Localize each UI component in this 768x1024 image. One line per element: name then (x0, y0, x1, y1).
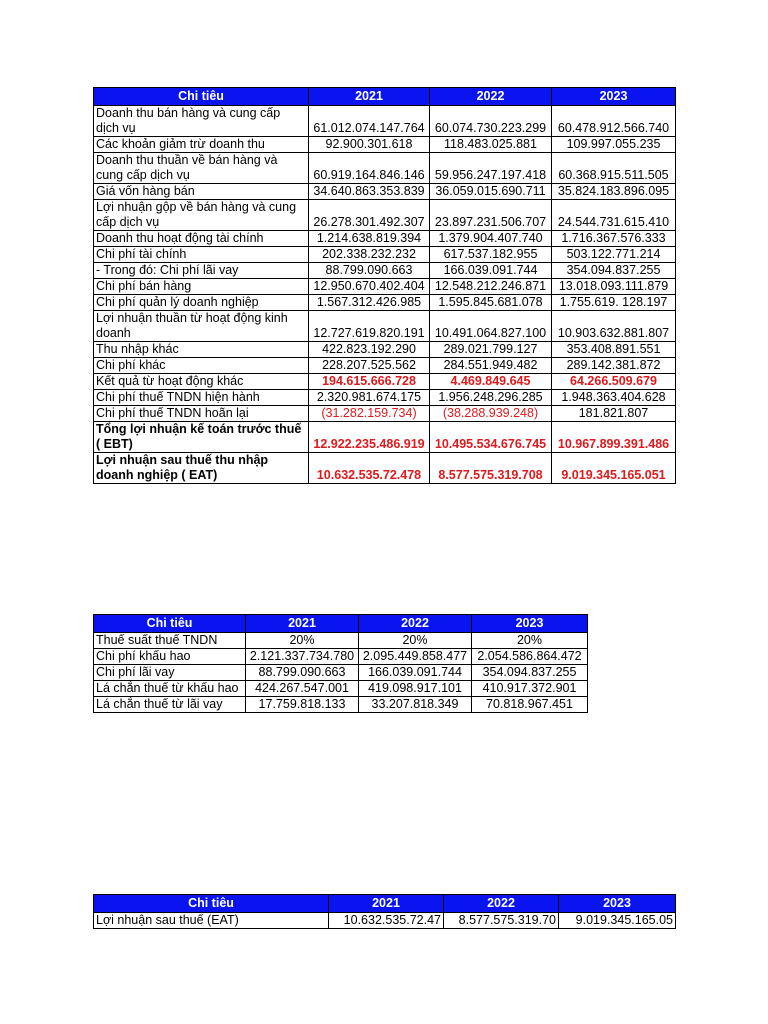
row-label: Kết quả từ hoạt động khác (94, 374, 309, 390)
table-row (94, 665, 588, 681)
row-label: Các khoản giảm trừ doanh thu (94, 137, 309, 153)
cell-2023: 1.716.367.576.333 (552, 231, 676, 247)
cell-2022: 419.098.917.101 (359, 681, 472, 697)
header-2022: 2022 (359, 615, 472, 633)
cell-2023: 354.094.837.255 (552, 263, 676, 279)
cell-2022: (38.288.939.248) (430, 406, 552, 422)
table-row (94, 263, 676, 279)
cell-2021: 422.823.192.290 (309, 342, 430, 358)
table-row (94, 358, 676, 374)
tax-shield-table (93, 614, 588, 713)
row-label: Lợi nhuận gộp về bán hàng và cung cấp dịch vụ (94, 200, 309, 231)
cell-2023: 289.142.381.872 (552, 358, 676, 374)
header-2021: 2021 (309, 88, 430, 106)
row-label: Chi phí quản lý doanh nghiệp (94, 295, 309, 311)
cell-2021: 10.632.535.72.478 (309, 453, 430, 484)
cell-2023: 10.967.899.391.486 (552, 422, 676, 453)
cell-2021: 2.121.337.734.780 (246, 649, 359, 665)
cell-2021: 194.615.666.728 (309, 374, 430, 390)
income-statement-table (93, 87, 676, 484)
cell-2021: 92.900.301.618 (309, 137, 430, 153)
cell-2022: 617.537.182.955 (430, 247, 552, 263)
row-label: Thuế suất thuế TNDN (94, 633, 246, 649)
table-row (94, 390, 676, 406)
cell-2022: 60.074.730.223.299 (430, 106, 552, 137)
header-chi-tieu: Chi tiêu (94, 88, 309, 106)
cell-2021: 228.207.525.562 (309, 358, 430, 374)
cell-2021: 10.632.535.72.47 (329, 913, 444, 929)
header-2022: 2022 (430, 88, 552, 106)
table-row (94, 342, 676, 358)
row-label: Lá chắn thuế từ khấu hao (94, 681, 246, 697)
header-2023: 2023 (559, 895, 676, 913)
header-chi-tieu: Chi tiêu (94, 895, 329, 913)
cell-2022: 1.595.845.681.078 (430, 295, 552, 311)
cell-2022: 10.491.064.827.100 (430, 311, 552, 342)
cell-2022: 12.548.212.246.871 (430, 279, 552, 295)
table-header-row (94, 895, 676, 913)
header-2022: 2022 (444, 895, 559, 913)
cell-2023: 1.948.363.404.628 (552, 390, 676, 406)
table-row (94, 247, 676, 263)
cell-2022: 166.039.091.744 (430, 263, 552, 279)
row-label: Tổng lợi nhuận kế toán trước thuế ( EBT) (94, 422, 309, 453)
row-label: Doanh thu hoạt động tài chính (94, 231, 309, 247)
header-chi-tieu: Chi tiêu (94, 615, 246, 633)
eat-table (93, 894, 676, 929)
cell-2023: 24.544.731.615.410 (552, 200, 676, 231)
cell-2023: 10.903.632.881.807 (552, 311, 676, 342)
cell-2023: 60.368.915.511.505 (552, 153, 676, 184)
cell-2021: 26.278.301.492.307 (309, 200, 430, 231)
cell-2021: 17.759.818.133 (246, 697, 359, 713)
table-row (94, 311, 676, 342)
cell-2022: 36.059.015.690.711 (430, 184, 552, 200)
cell-2022: 20% (359, 633, 472, 649)
cell-2022: 166.039.091.744 (359, 665, 472, 681)
cell-2023: 2.054.586.864.472 (472, 649, 588, 665)
row-label: Chi phí khác (94, 358, 309, 374)
cell-2023: 13.018.093.111.879 (552, 279, 676, 295)
cell-2023: 64.266.509.679 (552, 374, 676, 390)
cell-2022: 10.495.534.676.745 (430, 422, 552, 453)
table-header-row (94, 88, 676, 106)
table-row (94, 422, 676, 453)
cell-2021: 88.799.090.663 (246, 665, 359, 681)
cell-2021: 424.267.547.001 (246, 681, 359, 697)
header-2021: 2021 (329, 895, 444, 913)
cell-2022: 4.469.849.645 (430, 374, 552, 390)
table-row (94, 153, 676, 184)
cell-2021: 12.950.670.402.404 (309, 279, 430, 295)
table-row (94, 106, 676, 137)
table-row (94, 374, 676, 390)
row-label: Chi phí lãi vay (94, 665, 246, 681)
cell-2021: 12.922.235.486.919 (309, 422, 430, 453)
row-label: Doanh thu bán hàng và cung cấp dịch vụ (94, 106, 309, 137)
header-2021: 2021 (246, 615, 359, 633)
cell-2021: (31.282.159.734) (309, 406, 430, 422)
cell-2022: 8.577.575.319.708 (430, 453, 552, 484)
cell-2023: 20% (472, 633, 588, 649)
cell-2022: 1.956.248.296.285 (430, 390, 552, 406)
cell-2023: 35.824.183.896.095 (552, 184, 676, 200)
table-row (94, 295, 676, 311)
cell-2021: 34.640.863.353.839 (309, 184, 430, 200)
table-row (94, 184, 676, 200)
cell-2023: 503.122.771.214 (552, 247, 676, 263)
row-label: Chi phí khấu hao (94, 649, 246, 665)
row-label: Chi phí bán hàng (94, 279, 309, 295)
table-row (94, 913, 676, 929)
cell-2021: 2.320.981.674.175 (309, 390, 430, 406)
cell-2023: 70.818.967.451 (472, 697, 588, 713)
table-row (94, 697, 588, 713)
cell-2023: 109.997.055.235 (552, 137, 676, 153)
cell-2021: 61.012.074.147.764 (309, 106, 430, 137)
row-label: Thu nhập khác (94, 342, 309, 358)
header-2023: 2023 (472, 615, 588, 633)
cell-2022: 118.483.025.881 (430, 137, 552, 153)
cell-2023: 353.408.891.551 (552, 342, 676, 358)
cell-2021: 60.919.164.846.146 (309, 153, 430, 184)
row-label: Giá vốn hàng bán (94, 184, 309, 200)
cell-2023: 181.821.807 (552, 406, 676, 422)
row-label: Chi phí tài chính (94, 247, 309, 263)
cell-2021: 1.214.638.819.394 (309, 231, 430, 247)
cell-2023: 410.917.372.901 (472, 681, 588, 697)
cell-2022: 289.021.799.127 (430, 342, 552, 358)
row-label: Chi phí thuế TNDN hoãn lại (94, 406, 309, 422)
row-label: Lợi nhuận sau thuế thu nhập doanh nghiệp ( EAT) (94, 453, 309, 484)
row-label: Chi phí thuế TNDN hiện hành (94, 390, 309, 406)
row-label: Lá chắn thuế từ lãi vay (94, 697, 246, 713)
table-row (94, 453, 676, 484)
row-label: Lợi nhuận thuần từ hoạt động kinh doanh (94, 311, 309, 342)
table-row (94, 649, 588, 665)
table-row (94, 200, 676, 231)
cell-2023: 1.755.619. 128.197 (552, 295, 676, 311)
table-row (94, 231, 676, 247)
cell-2022: 284.551.949.482 (430, 358, 552, 374)
cell-2021: 202.338.232.232 (309, 247, 430, 263)
row-label: Lợi nhuận sau thuế (EAT) (94, 913, 329, 929)
row-label: Doanh thu thuần về bán hàng và cung cấp dịch vụ (94, 153, 309, 184)
cell-2023: 354.094.837.255 (472, 665, 588, 681)
cell-2021: 1.567.312.426.985 (309, 295, 430, 311)
cell-2022: 59.956.247.197.418 (430, 153, 552, 184)
table-row (94, 137, 676, 153)
table-row (94, 633, 588, 649)
table-row (94, 279, 676, 295)
table-row (94, 406, 676, 422)
cell-2023: 9.019.345.165.051 (552, 453, 676, 484)
table-row (94, 681, 588, 697)
cell-2022: 2.095.449.858.477 (359, 649, 472, 665)
cell-2022: 8.577.575.319.70 (444, 913, 559, 929)
cell-2022: 23.897.231.506.707 (430, 200, 552, 231)
header-2023: 2023 (552, 88, 676, 106)
cell-2023: 9.019.345.165.05 (559, 913, 676, 929)
cell-2021: 88.799.090.663 (309, 263, 430, 279)
cell-2021: 20% (246, 633, 359, 649)
row-label: - Trong đó: Chi phí lãi vay (94, 263, 309, 279)
table-header-row (94, 615, 588, 633)
cell-2021: 12.727.619.820.191 (309, 311, 430, 342)
cell-2023: 60.478.912.566.740 (552, 106, 676, 137)
cell-2022: 33.207.818.349 (359, 697, 472, 713)
cell-2022: 1.379.904.407.740 (430, 231, 552, 247)
